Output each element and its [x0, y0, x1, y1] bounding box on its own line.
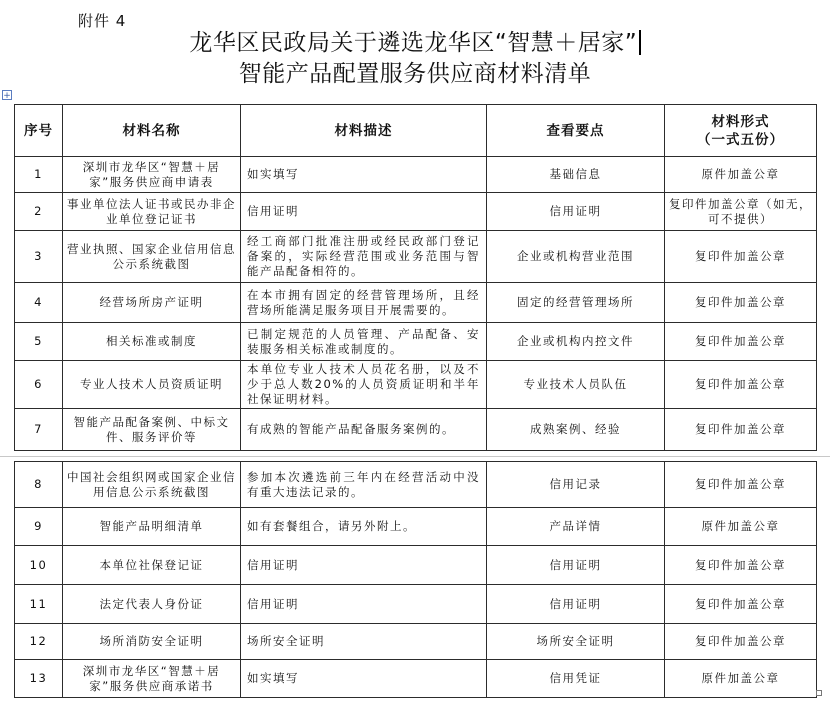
header-desc: 材料描述 [241, 105, 487, 157]
cell-form: 原件加盖公章 [665, 660, 817, 698]
cell-points: 信用记录 [487, 462, 665, 508]
cell-desc: 经工商部门批准注册或经民政部门登记备案的，实际经营范围或业务范围与智能产品配备相符的。 [241, 231, 487, 283]
cell-no: 8 [15, 462, 63, 508]
cell-no: 4 [15, 283, 63, 323]
header-points: 查看要点 [487, 105, 665, 157]
cell-name: 智能产品明细清单 [63, 508, 241, 546]
cell-no: 10 [15, 546, 63, 585]
header-form-line-2: （一式五份） [697, 131, 784, 148]
cell-desc: 信用证明 [241, 585, 487, 624]
header-no: 序号 [15, 105, 63, 157]
table-move-handle-icon[interactable]: + [3, 91, 11, 101]
cell-points: 信用证明 [487, 585, 665, 624]
cell-desc: 如实填写 [241, 157, 487, 193]
table-row [15, 660, 817, 698]
cell-name: 本单位社保登记证 [63, 546, 241, 585]
cell-desc: 有成熟的智能产品配备服务案例的。 [241, 409, 487, 451]
cell-no: 3 [15, 231, 63, 283]
materials-table-page-1 [14, 104, 817, 451]
cell-desc: 如有套餐组合，请另外附上。 [241, 508, 487, 546]
table-row [15, 585, 817, 624]
cell-form: 复印件加盖公章 [665, 323, 817, 361]
header-form-line-1: 材料形式 [711, 113, 770, 130]
table-row [15, 193, 817, 231]
cell-form: 复印件加盖公章 [665, 624, 817, 660]
cell-form: 复印件加盖公章 [665, 546, 817, 585]
cell-points: 基础信息 [487, 157, 665, 193]
table-header-row [15, 105, 817, 157]
cell-points: 信用凭证 [487, 660, 665, 698]
cell-desc: 场所安全证明 [241, 624, 487, 660]
text-cursor [639, 30, 641, 55]
cell-points: 产品详情 [487, 508, 665, 546]
cell-desc: 本单位专业人技术人员花名册，以及不少于总人数20%的人员资质证明和半年社保证明材料。 [241, 361, 487, 409]
table-row [15, 462, 817, 508]
cell-points: 信用证明 [487, 193, 665, 231]
cell-no: 5 [15, 323, 63, 361]
cell-no: 7 [15, 409, 63, 451]
header-name: 材料名称 [63, 105, 241, 157]
cell-no: 12 [15, 624, 63, 660]
cell-form: 原件加盖公章 [665, 508, 817, 546]
cell-name: 事业单位法人证书或民办非企业单位登记证书 [63, 193, 241, 231]
attachment-label: 附件 4 [78, 12, 127, 30]
cell-points: 企业或机构营业范围 [487, 231, 665, 283]
cell-no: 13 [15, 660, 63, 698]
title-line-2: 智能产品配置服务供应商材料清单 [238, 61, 592, 87]
table-row [15, 283, 817, 323]
cell-name: 相关标准或制度 [63, 323, 241, 361]
cell-name: 营业执照、国家企业信用信息公示系统截图 [63, 231, 241, 283]
table-row [15, 508, 817, 546]
table-row [15, 409, 817, 451]
page-break-line [0, 456, 830, 457]
cell-name: 专业人技术人员资质证明 [63, 361, 241, 409]
cell-no: 9 [15, 508, 63, 546]
cell-desc: 参加本次遴选前三年内在经营活动中没有重大违法记录的。 [241, 462, 487, 508]
title-line-1 [0, 28, 830, 59]
table-row [15, 231, 817, 283]
cell-name: 中国社会组织网或国家企业信用信息公示系统截图 [63, 462, 241, 508]
cell-form: 复印件加盖公章（如无，可不提供） [665, 193, 817, 231]
table-row [15, 546, 817, 585]
table-row [15, 361, 817, 409]
cell-points: 固定的经营管理场所 [487, 283, 665, 323]
cell-form: 复印件加盖公章 [665, 231, 817, 283]
cell-no: 1 [15, 157, 63, 193]
table-row [15, 157, 817, 193]
cell-desc: 信用证明 [241, 546, 487, 585]
cell-desc: 信用证明 [241, 193, 487, 231]
cell-name: 智能产品配备案例、中标文件、服务评价等 [63, 409, 241, 451]
materials-table-page-2 [14, 461, 817, 698]
cell-no: 2 [15, 193, 63, 231]
cell-points: 信用证明 [487, 546, 665, 585]
cell-points: 成熟案例、经验 [487, 409, 665, 451]
cell-form: 复印件加盖公章 [665, 361, 817, 409]
cell-desc: 已制定规范的人员管理、产品配备、安装服务相关标准或制度的。 [241, 323, 487, 361]
table-row [15, 323, 817, 361]
table-row [15, 624, 817, 660]
cell-name: 深圳市龙华区“智慧＋居家”服务供应商承诺书 [63, 660, 241, 698]
cell-name: 法定代表人身份证 [63, 585, 241, 624]
document-title [0, 28, 830, 90]
cell-no: 11 [15, 585, 63, 624]
cell-points: 专业技术人员队伍 [487, 361, 665, 409]
cell-form: 复印件加盖公章 [665, 585, 817, 624]
cell-points: 企业或机构内控文件 [487, 323, 665, 361]
cell-form: 复印件加盖公章 [665, 462, 817, 508]
cell-desc: 在本市拥有固定的经营管理场所，且经营场所能满足服务项目开展需要的。 [241, 283, 487, 323]
title-line-1-text: 龙华区民政局关于遴选龙华区“智慧＋居家” [189, 30, 638, 56]
cell-desc: 如实填写 [241, 660, 487, 698]
cell-no: 6 [15, 361, 63, 409]
cell-form: 原件加盖公章 [665, 157, 817, 193]
cell-name: 场所消防安全证明 [63, 624, 241, 660]
cell-points: 场所安全证明 [487, 624, 665, 660]
cell-form: 复印件加盖公章 [665, 409, 817, 451]
end-mark [816, 690, 822, 696]
cell-name: 深圳市龙华区“智慧＋居家”服务供应商申请表 [63, 157, 241, 193]
header-form [665, 105, 817, 157]
cell-form: 复印件加盖公章 [665, 283, 817, 323]
cell-name: 经营场所房产证明 [63, 283, 241, 323]
